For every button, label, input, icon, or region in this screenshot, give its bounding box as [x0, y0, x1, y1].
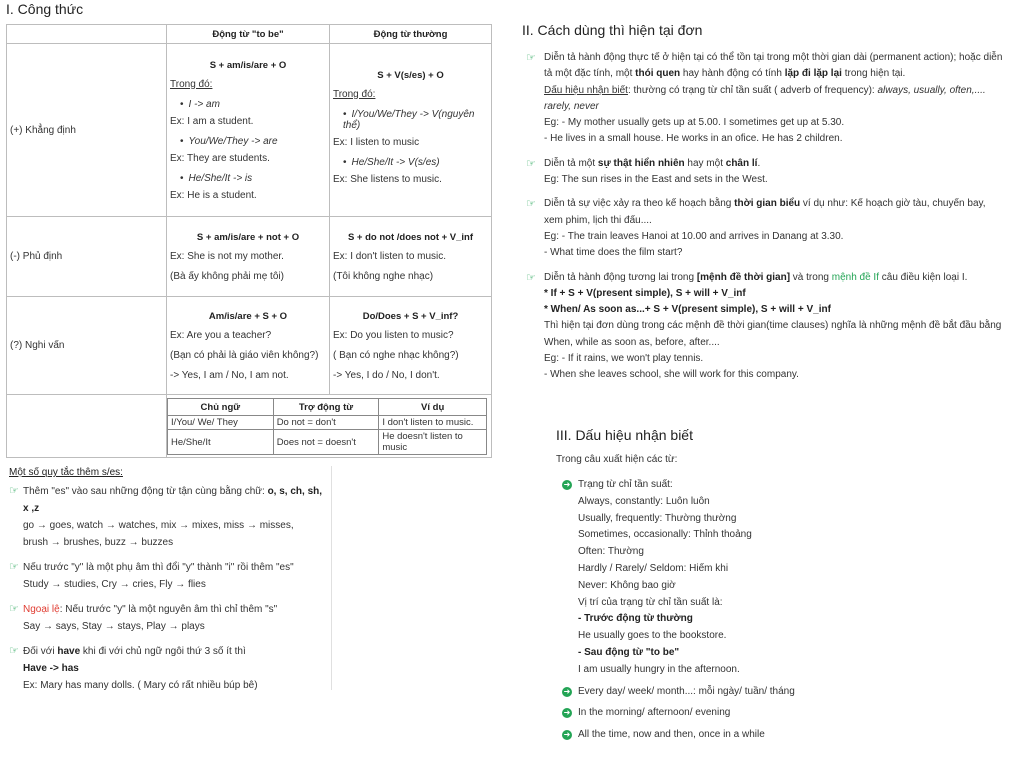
question-verb-line: ( Bạn có nghe nhạc không?)	[332, 349, 459, 361]
question-verb-line: Ex: Do you listen to music?	[332, 329, 454, 341]
pointing-hand-icon: ☞	[526, 157, 536, 170]
verb-example: Ex: I listen to music	[332, 136, 420, 148]
sign-label: Dấu hiệu nhận biết	[544, 84, 628, 96]
freq-line: Vị trí của trạng từ chỉ tần suất là:	[578, 596, 723, 608]
empty-header	[7, 25, 167, 44]
affirmative-be-cell	[167, 44, 330, 217]
usage-bold: thời gian biểu	[734, 198, 801, 210]
subject-cell: He/She/It	[168, 430, 274, 455]
negative-verb-formula: S + do not /does not + V_inf	[347, 231, 474, 243]
verb-rule-list	[333, 109, 488, 131]
signs-list	[556, 454, 856, 749]
be-rule-list	[170, 136, 326, 147]
pointing-hand-icon: ☞	[526, 271, 536, 284]
auxiliary-cell	[167, 395, 492, 458]
arrow-circle-icon: ➜	[563, 686, 571, 696]
example-header: Ví dụ	[379, 399, 487, 416]
usage-text: hay hành động có tính	[680, 68, 785, 80]
position-example: He usually goes to the bookstore.	[578, 630, 727, 642]
usage-bold: thói quen	[635, 68, 681, 80]
usage-bold: sự thật hiển nhiên	[597, 157, 685, 169]
usage-example: Eg: The sun rises in the East and sets in the West.	[544, 174, 768, 186]
pointing-hand-icon: ☞	[526, 198, 536, 211]
question-verb-line: -> Yes, I do / No, I don't.	[332, 369, 440, 381]
rule-have-has: Have -> has	[23, 663, 79, 674]
usage-item	[526, 196, 1006, 261]
rule-example: Say → says, Stay → stays, Play → plays	[23, 621, 205, 632]
verb-header: Động từ thường	[329, 25, 491, 44]
rules-divider	[331, 466, 332, 690]
sign-text: : thường có trạng từ chỉ tần suất ( adverb of frequency):	[627, 84, 878, 96]
arrow-circle-icon: ➜	[563, 730, 571, 740]
freq-line: Always, constantly: Luôn luôn	[578, 495, 710, 507]
verb-trong-do: Trong đó:	[332, 88, 376, 100]
pointing-hand-icon: ☞	[9, 561, 19, 573]
auxiliary-header-row	[168, 399, 487, 416]
usage-text: Diễn tả một	[544, 157, 598, 169]
question-verb-formula: Do/Does + S + V_inf?	[362, 310, 459, 322]
usage-example: - What time does the film start?	[544, 247, 683, 259]
section3-title: III. Dấu hiệu nhận biết	[556, 427, 693, 443]
verb-rule: • I/You/We/They -> V(nguyên thể)	[343, 109, 488, 131]
example-cell: I don't listen to music.	[379, 416, 487, 430]
affirmative-verb-cell	[329, 44, 491, 217]
sign-item	[556, 477, 856, 679]
usage-bold: chân lí	[725, 157, 758, 169]
negative-verb-cell	[329, 217, 491, 297]
arrow-circle-icon: ➜	[563, 708, 571, 718]
pointing-hand-icon: ☞	[526, 52, 536, 64]
usage-text: trong hiện tại.	[841, 68, 906, 80]
be-rule-list	[170, 173, 326, 184]
rule-item	[9, 483, 329, 551]
sign-adverbs: always, usually, often,.... rarely, never	[544, 84, 986, 112]
negative-be-line: Ex: She is not my mother.	[170, 250, 284, 262]
usage-text: và trong	[790, 271, 832, 283]
rule-text: Nếu trước "y" là một phụ âm thì đổi "y" thành "i" rồi thêm "es"	[23, 562, 294, 573]
usage-text: ví dụ như: Kế hoạch giờ tàu, chuyến bay, xem phim, lịch thi đấu....	[544, 198, 986, 226]
negative-label: (-) Phủ định	[7, 217, 167, 297]
arrow-circle-icon: ➜	[563, 480, 571, 489]
usage-formula: * If + S + V(present simple), S + will + V_inf	[544, 287, 746, 299]
question-be-formula: Am/is/are + S + O	[208, 310, 288, 322]
usage-item	[526, 270, 1006, 384]
rule-example: go → goes, watch → watches, mix → mixes, miss → misses,	[23, 520, 294, 531]
rule-text: Đối với	[23, 646, 58, 657]
freq-title: Trạng từ chỉ tần suất:	[578, 479, 673, 490]
freq-line: Often: Thường	[578, 546, 644, 558]
formula-table	[6, 24, 492, 458]
usage-text: Diễn tả hành động tương lai trong	[544, 271, 697, 283]
rule-text: Thêm "es" vào sau những động từ tận cùng bằng chữ:	[23, 486, 268, 497]
rules-title: Một số quy tắc thêm s/es:	[9, 467, 123, 478]
usage-text: .	[757, 157, 761, 169]
table-row	[168, 416, 487, 430]
rule-example: Ex: Mary has many dolls. ( Mary có rất nhiều búp bê)	[23, 680, 258, 691]
exception-label: Ngoại lệ	[23, 604, 60, 615]
usage-example: Eg: - If it rains, we won't play tennis.	[544, 353, 704, 365]
freq-line: Usually, frequently: Thường thường	[578, 512, 737, 524]
be-rule: • You/We/They -> are	[180, 136, 326, 147]
rule-example: brush → brushes, buzz → buzzes	[23, 537, 174, 548]
question-be-cell	[167, 297, 330, 395]
be-example: Ex: He is a student.	[170, 189, 257, 201]
rule-example: Study → studies, Cry → cries, Fly → flies	[23, 579, 206, 590]
auxiliary-table	[167, 398, 487, 455]
section2-title: II. Cách dùng thì hiện tại đơn	[522, 22, 703, 38]
rule-have: have	[57, 646, 81, 657]
be-rule: • He/She/It -> is	[180, 173, 326, 184]
rule-text: : Nếu trước "y" là một nguyên âm thì chỉ thêm "s"	[59, 604, 278, 615]
rule-item	[9, 559, 329, 593]
question-be-line: (Bạn có phải là giáo viên không?)	[170, 349, 319, 361]
question-row	[7, 297, 492, 395]
sign-text: In the morning/ afternoon/ evening	[578, 707, 731, 719]
rule-item	[9, 643, 329, 694]
auxiliary-verb-cell: Does not = doesn't	[273, 430, 379, 455]
negative-verb-line: (Tôi không nghe nhạc)	[332, 270, 434, 282]
pointing-hand-icon: ☞	[9, 603, 19, 615]
be-example: Ex: They are students.	[170, 152, 270, 164]
usage-bold: [mệnh đề thời gian]	[696, 271, 791, 283]
auxiliary-row	[7, 395, 492, 458]
usage-formula: * When/ As soon as...+ S + V(present simple), S + will + V_inf	[544, 304, 831, 316]
be-rule: • I -> am	[180, 99, 326, 110]
sign-text: All the time, now and then, once in a while	[578, 729, 765, 741]
example-cell: He doesn't listen to music	[379, 430, 487, 455]
usage-text: hay một	[684, 157, 726, 169]
if-clause-label: mệnh đề If	[831, 271, 879, 283]
freq-line: Sometimes, occasionally: Thỉnh thoảng	[578, 529, 752, 541]
affirmative-label: (+) Khẳng định	[7, 44, 167, 217]
subject-header: Chủ ngữ	[168, 399, 274, 416]
be-rule-list	[170, 99, 326, 110]
rule-item	[9, 601, 329, 635]
sign-item	[556, 727, 856, 744]
auxiliary-header: Trợ động từ	[273, 399, 379, 416]
rule-endings: o, s, ch, sh, x ,z	[23, 486, 323, 514]
usage-item	[526, 50, 1006, 148]
sign-item	[556, 705, 856, 722]
usage-text: Diễn tả sự việc xảy ra theo kế hoạch bằng	[544, 198, 735, 210]
pointing-hand-icon: ☞	[9, 645, 19, 657]
usage-list	[526, 50, 1006, 392]
usage-text: câu điều kiện loại I.	[879, 271, 968, 283]
usage-example: Eg: - The train leaves Hanoi at 10.00 and arrives in Danang at 3.30.	[544, 230, 844, 242]
usage-item	[526, 156, 1006, 189]
table-header-row	[7, 25, 492, 44]
spelling-rules	[9, 467, 329, 702]
signs-intro: Trong câu xuất hiện các từ:	[556, 454, 678, 465]
negative-be-line: (Bà ấy không phải mẹ tôi)	[170, 270, 284, 282]
question-be-line: Ex: Are you a teacher?	[170, 329, 272, 341]
position-rule: - Trước động từ thường	[578, 613, 693, 625]
be-trong-do: Trong đó:	[170, 78, 213, 90]
be-example: Ex: I am a student.	[170, 115, 254, 127]
freq-line: Never: Không bao giờ	[578, 579, 676, 591]
usage-text: Diễn tả hành động thực tế ở hiện tại có thể tồn tại trong một thời gian dài (permanent action); hoặc diễn tả một đặc tính, một	[544, 52, 1003, 80]
freq-line: Hardly / Rarely/ Seldom: Hiếm khi	[578, 562, 729, 574]
affirmative-be-formula: S + am/is/are + O	[209, 59, 287, 71]
section1-title: I. Công thức	[6, 1, 84, 17]
sign-item	[556, 684, 856, 701]
negative-be-formula: S + am/is/are + not + O	[196, 231, 300, 243]
usage-example: - When she leaves school, she will work for this company.	[544, 369, 799, 381]
table-row	[168, 430, 487, 455]
question-be-line: -> Yes, I am / No, I am not.	[170, 369, 289, 381]
negative-verb-line: Ex: I don't listen to music.	[332, 250, 447, 262]
rule-text: khi đi với chủ ngữ ngôi thứ 3 số ít thì	[80, 646, 246, 657]
position-rule: - Sau động từ "to be"	[578, 646, 680, 658]
subject-cell: I/You/ We/ They	[168, 416, 274, 430]
position-example: I am usually hungry in the afternoon.	[578, 663, 740, 675]
question-label: (?) Nghi vấn	[7, 297, 167, 395]
usage-bold: lặp đi lặp lại	[784, 68, 842, 80]
usage-example: - He lives in a small house. He works in an ofice. He has 2 children.	[544, 133, 843, 145]
auxiliary-empty-cell	[7, 395, 167, 458]
usage-text: Thì hiện tại đơn dùng trong các mệnh đề thời gian(time clauses) nghĩa là những mệnh đề bắt đầu bằng When, while as soon as, before, after....	[544, 320, 1002, 348]
auxiliary-verb-cell: Do not = don't	[273, 416, 379, 430]
negative-be-cell	[167, 217, 330, 297]
pointing-hand-icon: ☞	[9, 485, 19, 497]
be-header: Động từ "to be"	[167, 25, 330, 44]
affirmative-verb-formula: S + V(s/es) + O	[377, 69, 444, 81]
usage-example: Eg: - My mother usually gets up at 5.00. I sometimes get up at 5.30.	[544, 117, 845, 129]
affirmative-row	[7, 44, 492, 217]
question-verb-cell	[329, 297, 491, 395]
verb-rule-list	[333, 157, 488, 168]
sign-text: Every day/ week/ month...: mỗi ngày/ tuần/ tháng	[578, 685, 795, 697]
verb-rule: • He/She/It -> V(s/es)	[343, 157, 488, 168]
verb-example: Ex: She listens to music.	[332, 173, 442, 185]
negative-row	[7, 217, 492, 297]
